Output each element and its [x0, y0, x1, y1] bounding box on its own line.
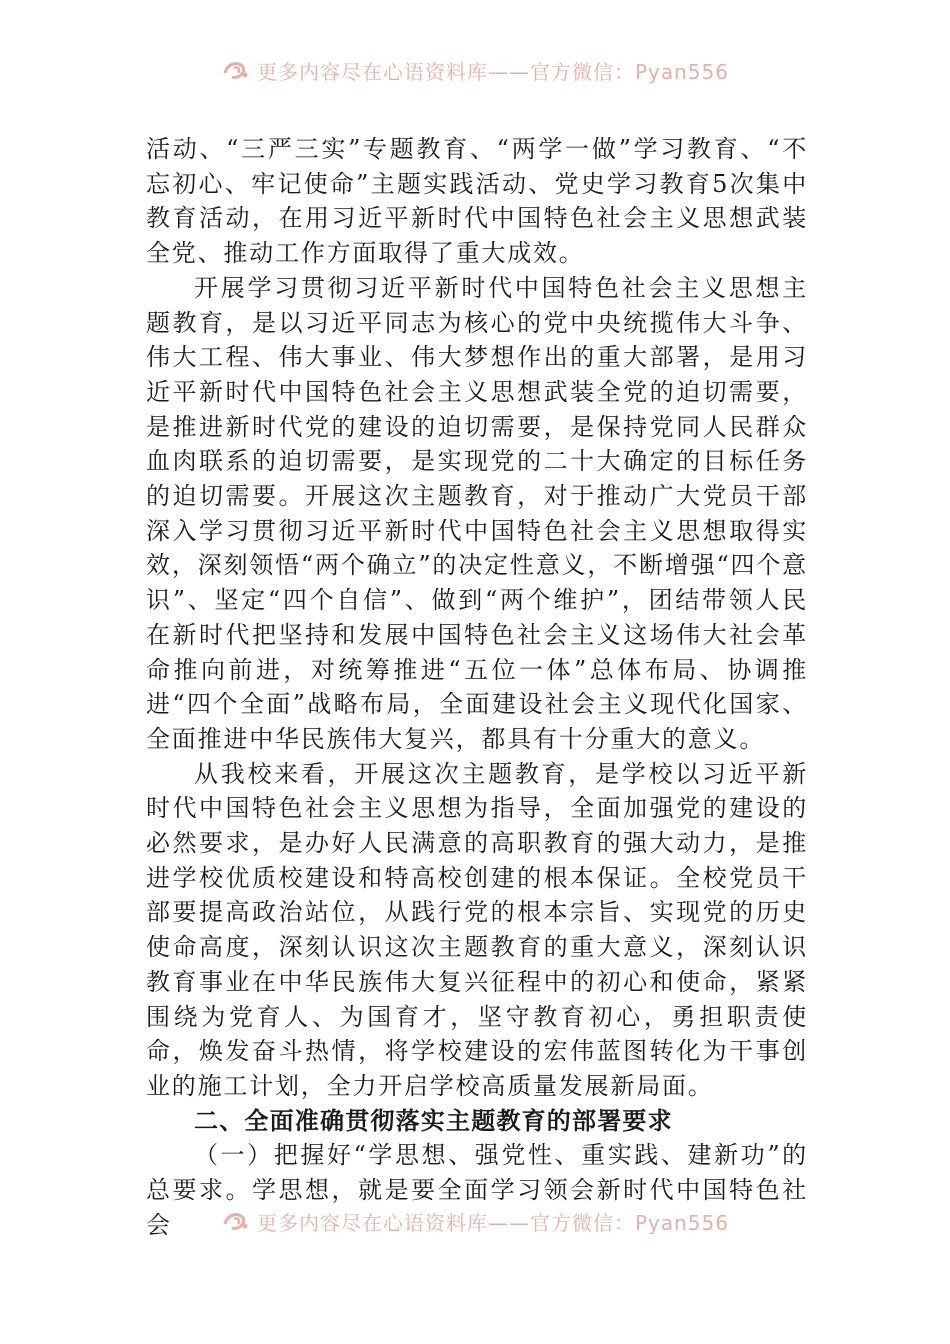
watermark-text: 更多内容尽在心语资料库——官方微信：Pyan556 — [256, 59, 729, 83]
brand-logo-icon — [221, 59, 251, 81]
watermark-banner-bottom — [0, 1208, 950, 1234]
paragraph-4: （一）把握好“学思想、强党性、重实践、建新功”的总要求。学思想，就是要全面学习领会新时代中国特色社会 — [146, 1141, 808, 1239]
watermark-text: 更多内容尽在心语资料库——官方微信：Pyan556 — [256, 1210, 729, 1234]
document-body — [146, 132, 808, 1243]
paragraph-2: 开展学习贯彻习近平新时代中国特色社会主义思想主题教育，是以习近平同志为核心的党中央统揽伟大斗争、伟大工程、伟大事业、伟大梦想作出的重大部署，是用习近平新时代中国特色社会主义思想武装全党的迫切需要，是推进新时代党的建设的迫切需要，是保持党同人民群众血肉联系的迫切需要，是实现党的二十大确定的目标任务的迫切需要。开展这次主题教育，对于推动广大党员干部深入学习贯彻习近平新时代中国特色社会主义思想取得实效，深刻领悟“两个确立”的决定性意义，不断增强“四个意识”、坚定“四个自信”、做到“两个维护”，团结带领人民在新时代把坚持和发展中国特色社会主义这场伟大社会革命推向前进，对统筹推进“五位一体”总体布局、协调推进“四个全面”战略布局，全面建设社会主义现代化国家、全面推进中华民族伟大复兴，都具有十分重大的意义。 — [146, 273, 808, 753]
paragraph-1: 活动、“三严三实”专题教育、“两学一做”学习教育、“不忘初心、牢记使命”主题实践活动、党史学习教育5次集中教育活动，在用习近平新时代中国特色社会主义思想武装全党、推动工作方面取得了重大成效。 — [146, 135, 808, 268]
brand-logo-icon — [221, 1210, 251, 1232]
watermark-banner-top — [0, 57, 950, 83]
paragraph-3: 从我校来看，开展这次主题教育，是学校以习近平新时代中国特色社会主义思想为指导，全面加强党的建设的必然要求，是办好人民满意的高职教育的强大动力，是推进学校优质校建设和特高校创建的根本保证。全校党员干部要提高政治站位，从践行党的根本宗旨、实现党的历史使命高度，深刻认识这次主题教育的重大意义，深刻认识教育事业在中华民族伟大复兴征程中的初心和使命，紧紧围绕为党育人、为国育才，坚守教育初心，勇担职责使命，焕发奋斗热情，将学校建设的宏伟蓝图转化为干事创业的施工计划，全力开启学校高质量发展新局面。 — [146, 759, 808, 1100]
section-heading-2: 二、全面准确贯彻落实主题教育的部署要求 — [194, 1106, 673, 1135]
